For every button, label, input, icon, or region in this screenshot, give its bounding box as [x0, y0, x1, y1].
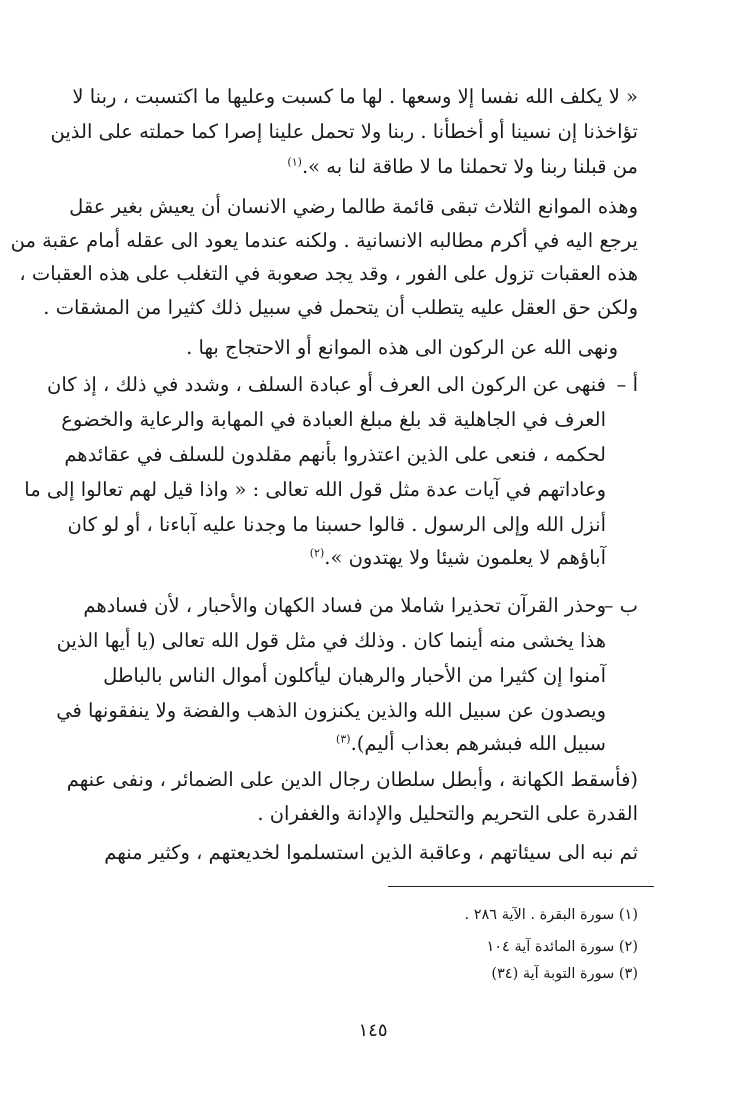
text-line: وحذر القرآن تحذيرا شاملا من فساد الكهان والأحبار ، لأن فسادهم	[83, 594, 606, 617]
text-line	[108, 729, 606, 759]
text-line	[108, 152, 638, 182]
footnote-separator	[388, 886, 654, 887]
text-line: العرف في الجاهلية قد بلغ مبلغ العبادة في المهابة والرعاية والخضوع	[61, 408, 606, 431]
text-line: وهذه الموانع الثلاث تبقى قائمة طالما رضي الانسان أن يعيش بغير عقل	[69, 195, 638, 218]
text-line: آمنوا إن كثيرا من الأحبار والرهبان ليأكلون أموال الناس بالباطل	[103, 664, 606, 687]
text-line: تؤاخذنا إن نسينا أو أخطأنا . ربنا ولا تحمل علينا إصرا كما حملته على الذين	[50, 120, 638, 143]
text-line	[108, 543, 606, 573]
text-line-content: آباؤهم لا يعلمون شيئا ولا يهتدون ».	[324, 546, 606, 569]
list-marker-a: أ –	[616, 373, 638, 396]
text-line: ثم نبه الى سيئاتهم ، وعاقبة الذين استسلموا لخديعتهم ، وكثير منهم	[104, 841, 638, 864]
text-line: أنزل الله وإلى الرسول . قالوا حسبنا ما وجدنا عليه آباءنا ، أو لو كان	[67, 513, 606, 536]
text-line: ولكن حق العقل عليه يتطلب أن يتحمل في سبيل ذلك كثيرا من المشقات .	[43, 296, 638, 319]
text-line-content: سبيل الله فبشرهم بعذاب أليم).	[350, 732, 606, 755]
footnote: (١) سورة البقرة . الآية ٢٨٦ .	[464, 907, 638, 923]
text-line: فنهى عن الركون الى العرف أو عبادة السلف ، وشدد في ذلك ، إذ كان	[47, 373, 606, 396]
text-line: « لا يكلف الله نفسا إلا وسعها . لها ما كسبت وعليها ما اكتسبت ، ربنا لا	[72, 85, 638, 108]
footnote-reference: (٢)	[309, 546, 325, 560]
footnote: (٢) سورة المائدة آية ١٠٤	[486, 939, 638, 955]
text-line: ونهى الله عن الركون الى هذه الموانع أو الاحتجاج بها .	[186, 336, 618, 359]
text-line: ويصدون عن سبيل الله والذين يكنزون الذهب والفضة ولا ينفقونها في	[56, 699, 606, 722]
text-line: يرجع اليه في أكرم مطالبه الانسانية . ولكنه عندما يعود الى عقله أمام عقبة من	[10, 229, 638, 252]
text-line-content: من قبلنا ربنا ولا تحملنا ما لا طاقة لنا به ».	[301, 155, 638, 178]
text-line: وعاداتهم في آيات عدة مثل قول الله تعالى : « واذا قيل لهم تعالوا إلى ما	[24, 478, 606, 501]
page-number: ١٤٥	[358, 1020, 388, 1041]
footnote-reference: (٣)	[336, 732, 351, 746]
list-marker-b: ب –	[603, 594, 638, 617]
text-line: لحكمه ، فنعى على الذين اعتذروا بأنهم مقلدون للسلف في عقائدهم	[64, 443, 606, 466]
text-line: القدرة على التحريم والتحليل والإدانة والغفران .	[257, 802, 638, 825]
footnote: (٣) سورة التوبة آية (٣٤)	[491, 966, 638, 982]
text-line: هذه العقبات تزول على الفور ، وقد يجد صعوبة في التغلب على هذه العقبات ،	[19, 262, 638, 285]
text-line: (فأسقط الكهانة ، وأبطل سلطان رجال الدين على الضمائر ، ونفى عنهم	[66, 768, 638, 791]
text-line: هذا يخشى منه أينما كان . وذلك في مثل قول الله تعالى (يا أيها الذين	[56, 629, 606, 652]
footnote-reference: (١)	[287, 155, 302, 169]
